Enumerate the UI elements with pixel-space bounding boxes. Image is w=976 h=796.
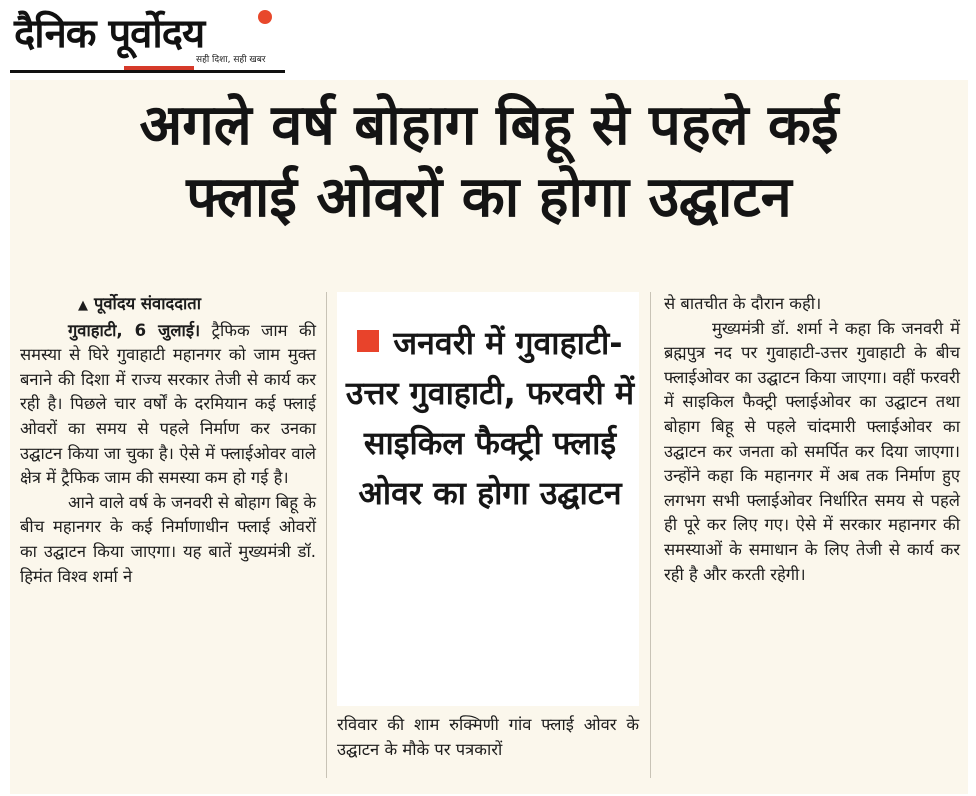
article-paragraph bbox=[20, 319, 316, 491]
article-paragraph: से बातचीत के दौरान कही। bbox=[664, 294, 822, 313]
headline-line-2: फ्लाई ओवरों का होगा उद्घाटन bbox=[186, 165, 792, 230]
headline-line-1: अगले वर्ष बोहाग बिहू से पहले कई bbox=[139, 93, 839, 158]
headline bbox=[10, 90, 968, 234]
red-square-icon bbox=[357, 330, 379, 352]
article-paragraph: आने वाले वर्ष के जनवरी से बोहाग बिहू के बीच महानगर के कई निर्माणाधीन फ्लाई ओवरों का उद्घाटन किया जाएगा। यह बातें मुख्यमंत्री डॉ. हिमंत विश्व शर्मा ने bbox=[20, 492, 316, 586]
column-divider bbox=[650, 292, 651, 778]
byline-text: पूर्वोदय संवाददाता bbox=[94, 294, 201, 313]
dateline: गुवाहाटी, 6 जुलाई। bbox=[68, 320, 201, 340]
pull-quote bbox=[345, 318, 635, 518]
byline bbox=[20, 292, 316, 319]
masthead-title: दैनिक पूर्वोदय bbox=[14, 11, 205, 57]
column-divider bbox=[326, 292, 327, 778]
article-right-column bbox=[664, 292, 960, 587]
pull-quote-text: जनवरी में गुवाहाटी-उत्तर गुवाहाटी, फरवरी में साइकिल फैक्ट्री फ्लाई ओवर का होगा उद्घाटन bbox=[345, 324, 635, 512]
byline-triangle-icon: ▲ bbox=[78, 298, 88, 313]
article-middle-column bbox=[337, 712, 639, 762]
paragraph-text: ट्रैफिक जाम की समस्या से घिरे गुवाहाटी महानगर को जाम मुक्त बनाने की दिशा में राज्य सरकार तेजी से कार्य कर रही है। पिछले चार वर्षों के दरमियान कई फ्लाई ओवरों का समय से पहले निर्माण कर उनका उद्घाटन किया जा चुका है। ऐसे में फ्लाईओवर वाले क्षेत्र में ट्रैफिक जाम की समस्या कम हो गई है। bbox=[20, 320, 316, 488]
masthead-tagline: सही दिशा, सही खबर bbox=[196, 55, 266, 65]
article-left-column bbox=[20, 292, 316, 589]
masthead-rule bbox=[10, 70, 285, 73]
article-paragraph: रविवार की शाम रुक्मिणी गांव फ्लाई ओवर के उद्घाटन के मौके पर पत्रकारों bbox=[337, 715, 639, 759]
article-paragraph: मुख्यमंत्री डॉ. शर्मा ने कहा कि जनवरी में ब्रह्मपुत्र नद पर गुवाहाटी-उत्तर गुवाहाटी के बीच फ्लाईओवर का उद्घाटन किया जाएगा। वहीं फरवरी में साइकिल फैक्ट्री फ्लाईओवर का उद्घाटन तथा बोहाग बिहू से पहले चांदमारी फ्लाईओवर का उद्घाटन कर जनता को समर्पित कर दिया जाएगा। उन्होंने कहा कि महानगर में अब तक निर्माण हुए लगभग सभी फ्लाईओवर निर्धारित समय से पहले ही पूरे कर लिए गए। ऐसे में सरकार महानगर की समस्याओं के समाधान के लिए तेजी से कार्य कर रही है और करती रहेगी। bbox=[664, 318, 960, 584]
masthead bbox=[0, 0, 976, 80]
logo-dot-icon bbox=[258, 10, 272, 24]
